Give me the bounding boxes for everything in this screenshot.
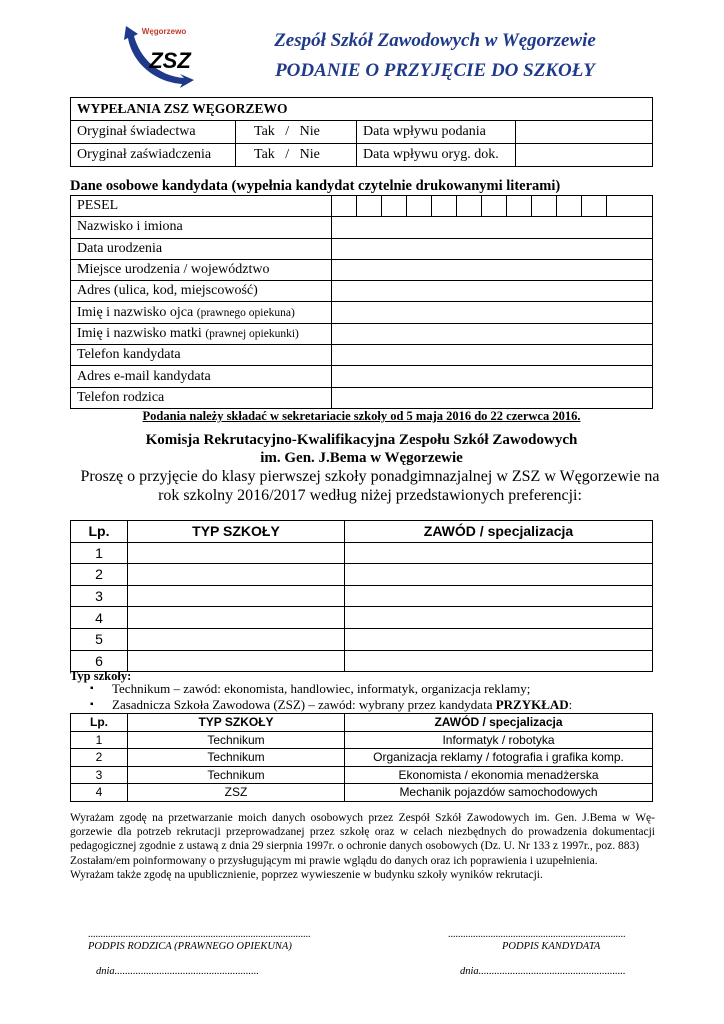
office-heading: WYPEŁANIA ZSZ WĘGORZEWO — [71, 98, 653, 121]
row-number: 6 — [71, 650, 128, 672]
personal-input[interactable] — [332, 345, 653, 366]
personal-row — [71, 387, 653, 408]
example-lp: 2 — [71, 749, 128, 767]
profession-input[interactable] — [345, 628, 653, 650]
row-number: 5 — [71, 628, 128, 650]
consent-paragraph: Wyrażam także zgodę na upublicznienie, poprzez wywieszenie w budynku szkoły wyników rekrutacji. — [70, 868, 543, 881]
school-type-item: ▪ Technikum – zawód: ekonomista, handlowiec, informatyk, organizacja reklamy; — [90, 681, 572, 697]
pesel-row — [71, 196, 653, 217]
pesel-spare-cell — [607, 196, 653, 217]
pesel-digit-cell[interactable] — [582, 196, 607, 217]
preference-row — [71, 650, 653, 672]
personal-label: Miejsce urodzenia / województwo — [71, 259, 332, 280]
row-number: 1 — [71, 542, 128, 564]
personal-label: Nazwisko i imiona — [71, 217, 332, 238]
school-logo — [118, 18, 210, 92]
logo-top-text: Węgorzewo — [141, 27, 187, 36]
office-choice[interactable]: Tak / Nie — [236, 144, 357, 167]
personal-row — [71, 238, 653, 259]
office-row — [71, 121, 653, 144]
personal-input[interactable] — [332, 238, 653, 259]
consent-paragraph: Zostałam/em poinformowany o przysługującym mi prawie wglądu do danych oraz ich poprawienia i uzupełnienia. — [70, 854, 598, 867]
example-lp: 4 — [71, 784, 128, 802]
commission-line-2: im. Gen. J.Bema w Węgorzewie — [260, 450, 463, 466]
personal-label: Adres (ulica, kod, miejscowość) — [71, 281, 332, 302]
consent-text — [70, 811, 655, 882]
preference-row — [71, 542, 653, 564]
personal-label: Telefon rodzica — [71, 387, 332, 408]
pesel-digit-cell[interactable] — [432, 196, 457, 217]
col-lp: Lp. — [71, 714, 128, 732]
personal-row — [71, 259, 653, 280]
consent-paragraph: Wyrażam zgodę na przetwarzanie moich danych osobowych przez Zespół Szkół Zawodowych im. Gen. J.Bema w Wę-gorzewie dla potrzeb rekrutacji przeprowadzanej przez szkołę oraz w celach niezbędnych do prowadzenia dokumentacji pedagogicznej zgodnie z ustawą z dnia 29 sierpnia 1997r. o ochronie danych osobowych (Dz. U. Nr 133 z 1997r., poz. 883) — [70, 812, 655, 853]
candidate-date-field[interactable]: dnia........................................................ — [460, 966, 626, 977]
preference-row — [71, 585, 653, 607]
pesel-digit-cell[interactable] — [332, 196, 357, 217]
parent-date-field[interactable]: dnia....................................................... — [96, 966, 260, 977]
deadline-note: Podania należy składać w sekretariacie szkoły od 5 maja 2016 do 22 czerwca 2016. — [142, 409, 581, 423]
profession-input[interactable] — [345, 650, 653, 672]
personal-input[interactable] — [332, 281, 653, 302]
row-number: 4 — [71, 607, 128, 629]
example-table — [70, 713, 653, 802]
example-profession: Ekonomista / ekonomia menadżerska — [345, 766, 653, 784]
personal-label: Imię i nazwisko ojca (prawnego opiekuna) — [71, 302, 332, 323]
personal-row — [71, 217, 653, 238]
type-input[interactable] — [128, 607, 345, 629]
personal-label: Data urodzenia — [71, 238, 332, 259]
personal-input[interactable] — [332, 366, 653, 387]
commission-line-1: Komisja Rekrutacyjno-Kwalifikacyjna Zespołu Szkół Zawodowych — [145, 432, 578, 448]
pesel-digit-cell[interactable] — [532, 196, 557, 217]
form-title: PODANIE O PRZYJĘCIE DO SZKOŁY — [275, 60, 595, 81]
personal-input[interactable] — [332, 323, 653, 344]
profession-input[interactable] — [345, 607, 653, 629]
personal-row — [71, 302, 653, 323]
example-lp: 1 — [71, 731, 128, 749]
col-type: TYP SZKOŁY — [128, 714, 345, 732]
logo-main-text: ZSZ — [149, 48, 191, 73]
row-number: 3 — [71, 585, 128, 607]
personal-heading: Dane osobowe kandydata (wypełnia kandydat czytelnie drukowanymi literami) — [70, 178, 561, 194]
personal-input[interactable] — [332, 217, 653, 238]
request-text: Proszę o przyjęcie do klasy pierwszej szkoły ponadgimnazjalnej w ZSZ w Węgorzewie na rok szkolny 2016/2017 według niżej przedstawionych preferencji: — [80, 468, 660, 504]
example-profession: Organizacja reklamy / fotografia i grafika komp. — [345, 749, 653, 767]
example-header — [71, 714, 653, 732]
row-number: 2 — [71, 564, 128, 586]
personal-label: Telefon kandydata — [71, 345, 332, 366]
pesel-digit-cell[interactable] — [357, 196, 382, 217]
preferences-header — [71, 521, 653, 543]
example-row — [71, 784, 653, 802]
office-table — [70, 97, 653, 167]
example-profession: Mechanik pojazdów samochodowych — [345, 784, 653, 802]
school-types-label: Typ szkoły: — [70, 669, 132, 683]
pesel-digit-cell[interactable] — [557, 196, 582, 217]
office-label: Oryginał zaświadczenia — [71, 144, 236, 167]
pesel-digit-cell[interactable] — [382, 196, 407, 217]
type-input[interactable] — [128, 564, 345, 586]
example-type: Technikum — [128, 731, 345, 749]
personal-input[interactable] — [332, 387, 653, 408]
personal-row — [71, 281, 653, 302]
parent-signature-line[interactable]: ......................................................................................... — [88, 929, 311, 940]
personal-label: Imię i nazwisko matki (prawnej opiekunki) — [71, 323, 332, 344]
personal-input[interactable] — [332, 259, 653, 280]
example-row — [71, 731, 653, 749]
school-name: Zespół Szkół Zawodowych w Węgorzewie — [274, 30, 596, 51]
example-type: Technikum — [128, 766, 345, 784]
col-profession: ZAWÓD / specjalizacja — [345, 714, 653, 732]
type-input[interactable] — [128, 628, 345, 650]
type-input[interactable] — [128, 650, 345, 672]
parent-signature-label: PODPIS RODZICA (PRAWNEGO OPIEKUNA) — [88, 941, 292, 952]
col-lp: Lp. — [71, 521, 128, 543]
example-row — [71, 766, 653, 784]
office-choice[interactable]: Tak / Nie — [236, 121, 357, 144]
example-profession: Informatyk / robotyka — [345, 731, 653, 749]
profession-input[interactable] — [345, 585, 653, 607]
example-type: ZSZ — [128, 784, 345, 802]
example-lp: 3 — [71, 766, 128, 784]
example-row — [71, 749, 653, 767]
office-row — [71, 144, 653, 167]
pesel-digit-cell[interactable] — [507, 196, 532, 217]
pesel-label: PESEL — [71, 196, 332, 217]
preference-row — [71, 607, 653, 629]
pesel-digit-cell[interactable] — [407, 196, 432, 217]
personal-table — [70, 195, 653, 409]
candidate-signature-line[interactable]: ....................................................................... — [448, 929, 626, 940]
preferences-table — [70, 520, 653, 672]
col-type: TYP SZKOŁY — [128, 521, 345, 543]
personal-label: Adres e-mail kandydata — [71, 366, 332, 387]
profession-input[interactable] — [345, 564, 653, 586]
profession-input[interactable] — [345, 542, 653, 564]
office-field-input[interactable] — [516, 144, 653, 167]
personal-row — [71, 323, 653, 344]
office-field-input[interactable] — [516, 121, 653, 144]
pesel-digit-cell[interactable] — [482, 196, 507, 217]
type-input[interactable] — [128, 585, 345, 607]
office-label: Oryginał świadectwa — [71, 121, 236, 144]
office-field-label: Data wpływu podania — [357, 121, 516, 144]
school-type-item: ▪ Zasadnicza Szkoła Zawodowa (ZSZ) – zawód: wybrany przez kandydata PRZYKŁAD: — [90, 697, 572, 713]
candidate-signature-label: PODPIS KANDYDATA — [502, 941, 601, 952]
personal-row — [71, 366, 653, 387]
office-field-label: Data wpływu oryg. dok. — [357, 144, 516, 167]
pesel-digit-cell[interactable] — [457, 196, 482, 217]
personal-row — [71, 345, 653, 366]
col-profession: ZAWÓD / specjalizacja — [345, 521, 653, 543]
personal-input[interactable] — [332, 302, 653, 323]
school-types-list — [90, 681, 572, 713]
example-type: Technikum — [128, 749, 345, 767]
preference-row — [71, 564, 653, 586]
preference-row — [71, 628, 653, 650]
type-input[interactable] — [128, 542, 345, 564]
